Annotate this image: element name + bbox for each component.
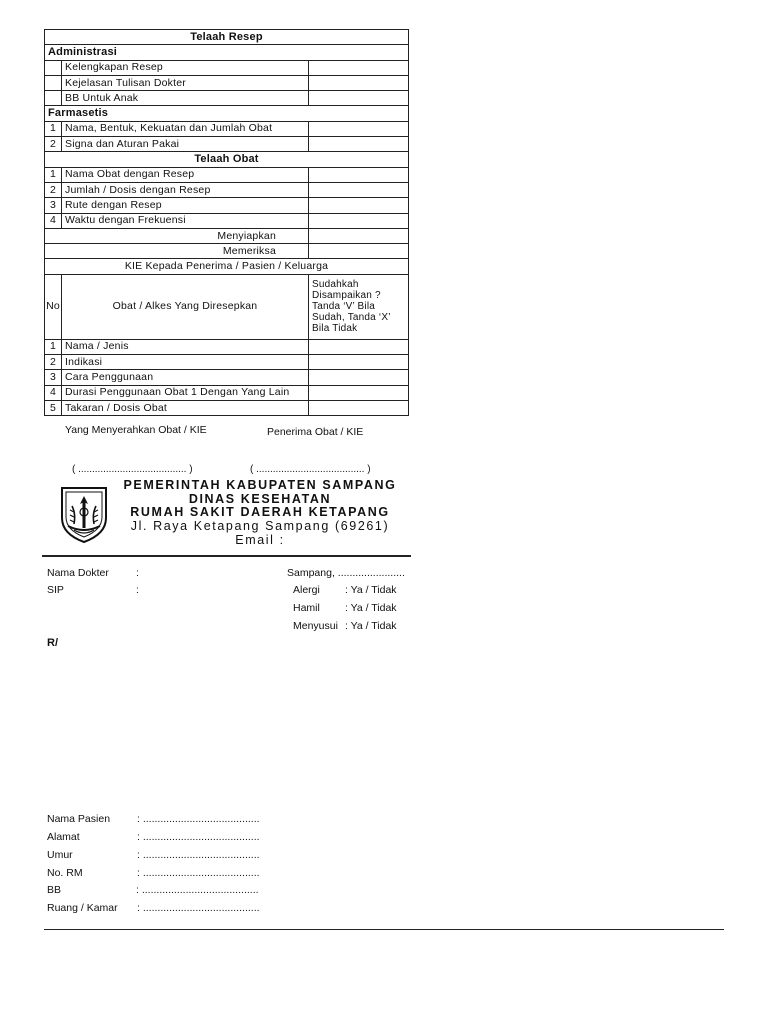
row-number: 3 (45, 370, 62, 385)
check-cell (309, 385, 409, 400)
penerima-label: Penerima Obat / KIE (267, 426, 364, 438)
nama-pasien-dots: : ........................................ (137, 813, 260, 825)
check-cell (309, 400, 409, 415)
check-cell (309, 198, 409, 213)
sampang-regency-emblem-icon (52, 484, 116, 544)
row-label: Durasi Penggunaan Obat 1 Dengan Yang Lain (62, 385, 309, 400)
nama-dokter-label: Nama Dokter (47, 567, 109, 579)
check-cell (309, 213, 409, 228)
row-number: 4 (45, 385, 62, 400)
kie-col-no: No (45, 274, 62, 339)
check-cell (309, 75, 409, 90)
table-row (45, 75, 409, 90)
check-cell (309, 167, 409, 182)
memeriksa-sign-cell (309, 244, 409, 259)
row-label: Nama, Bentuk, Kekuatan dan Jumlah Obat (62, 121, 309, 136)
table-row (45, 213, 409, 228)
administrasi-heading: Administrasi (45, 45, 409, 60)
ruang-kamar-label: Ruang / Kamar (47, 902, 118, 914)
row-number: 1 (45, 167, 62, 182)
kie-column-header (45, 274, 409, 339)
table-row (45, 370, 409, 385)
nama-dokter-colon: : (136, 567, 139, 579)
emblem-svg (52, 484, 116, 544)
check-cell (309, 91, 409, 106)
row-label: Indikasi (62, 355, 309, 370)
row-number: 3 (45, 198, 62, 213)
no-rm-label: No. RM (47, 867, 83, 879)
kop-line-4: Jl. Raya Ketapang Sampang (69261) (130, 519, 390, 533)
table-row (45, 400, 409, 415)
telaah-resep-title: Telaah Resep (45, 30, 409, 45)
table-row (45, 91, 409, 106)
table-row (45, 355, 409, 370)
check-cell (309, 182, 409, 197)
row-number: 2 (45, 355, 62, 370)
menyiapkan-label: Menyiapkan (45, 228, 309, 243)
check-cell (309, 355, 409, 370)
hamil-label: Hamil (293, 602, 320, 614)
table-row (45, 339, 409, 354)
row-number: 5 (45, 400, 62, 415)
bottom-divider (44, 929, 724, 930)
table-row (45, 167, 409, 182)
bb-dots: : ........................................ (136, 884, 259, 896)
row-label: Jumlah / Dosis dengan Resep (62, 182, 309, 197)
umur-dots: : ........................................ (137, 849, 260, 861)
kie-col-item: Obat / Alkes Yang Diresepkan (62, 274, 309, 339)
row-number: 1 (45, 121, 62, 136)
no-rm-dots: : ........................................ (137, 867, 260, 879)
hamil-value: : Ya / Tidak (345, 602, 397, 614)
sip-label: SIP (47, 584, 64, 596)
table-row (45, 60, 409, 75)
bb-label: BB (47, 884, 62, 896)
table-row (45, 121, 409, 136)
row-number: 4 (45, 213, 62, 228)
row-number: 1 (45, 339, 62, 354)
row-label: Kejelasan Tulisan Dokter (62, 75, 309, 90)
row-label: Kelengkapan Resep (62, 60, 309, 75)
table-row (45, 198, 409, 213)
sampang-date: Sampang, ....................... (287, 567, 405, 579)
telaah-resep-table (44, 29, 409, 416)
row-label: Nama / Jenis (62, 339, 309, 354)
memeriksa-label: Memeriksa (45, 244, 309, 259)
row-number: 2 (45, 137, 62, 152)
check-cell (309, 339, 409, 354)
yang-menyerahkan-label: Yang Menyerahkan Obat / KIE (65, 424, 207, 436)
row-label: Nama Obat dengan Resep (62, 167, 309, 182)
menyusui-label: Menyusui (293, 620, 338, 632)
alergi-value: : Ya / Tidak (345, 584, 397, 596)
left-signature-blank: ( ....................................... ) (72, 464, 193, 475)
table-row (45, 137, 409, 152)
row-label: Takaran / Dosis Obat (62, 400, 309, 415)
kie-heading: KIE Kepada Penerima / Pasien / Keluarga (45, 259, 409, 274)
alergi-label: Alergi (293, 584, 320, 596)
table-row (45, 182, 409, 197)
menyusui-value: : Ya / Tidak (345, 620, 397, 632)
row-label: Rute dengan Resep (62, 198, 309, 213)
kop-line-2: DINAS KESEHATAN (188, 492, 332, 506)
kop-line-5: Email : (235, 533, 285, 547)
check-cell (309, 60, 409, 75)
check-cell (309, 137, 409, 152)
row-label: Waktu dengan Frekuensi (62, 213, 309, 228)
kop-line-1: PEMERINTAH KABUPATEN SAMPANG (123, 478, 397, 492)
check-cell (309, 370, 409, 385)
row-label: Signa dan Aturan Pakai (62, 137, 309, 152)
sip-colon: : (136, 584, 139, 596)
nama-pasien-label: Nama Pasien (47, 813, 111, 825)
r-label: R/ (47, 637, 58, 649)
alamat-dots: : ........................................ (137, 831, 260, 843)
right-signature-blank: ( ....................................... ) (250, 464, 371, 475)
alamat-label: Alamat (47, 831, 80, 843)
ruang-kamar-dots: : ........................................ (137, 902, 260, 914)
row-label: BB Untuk Anak (62, 91, 309, 106)
farmasetis-heading: Farmasetis (45, 106, 409, 121)
row-number: 2 (45, 182, 62, 197)
telaah-obat-heading: Telaah Obat (45, 152, 409, 167)
kop-line-3: RUMAH SAKIT DAERAH KETAPANG (130, 505, 390, 519)
table-row (45, 385, 409, 400)
menyiapkan-sign-cell (309, 228, 409, 243)
kop-divider (42, 555, 411, 557)
row-label: Cara Penggunaan (62, 370, 309, 385)
check-cell (309, 121, 409, 136)
kie-col-status: Sudahkah Disampaikan ? Tanda ‘V’ Bila Sudah, Tanda ‘X’ Bila Tidak (309, 274, 409, 339)
umur-label: Umur (47, 849, 73, 861)
